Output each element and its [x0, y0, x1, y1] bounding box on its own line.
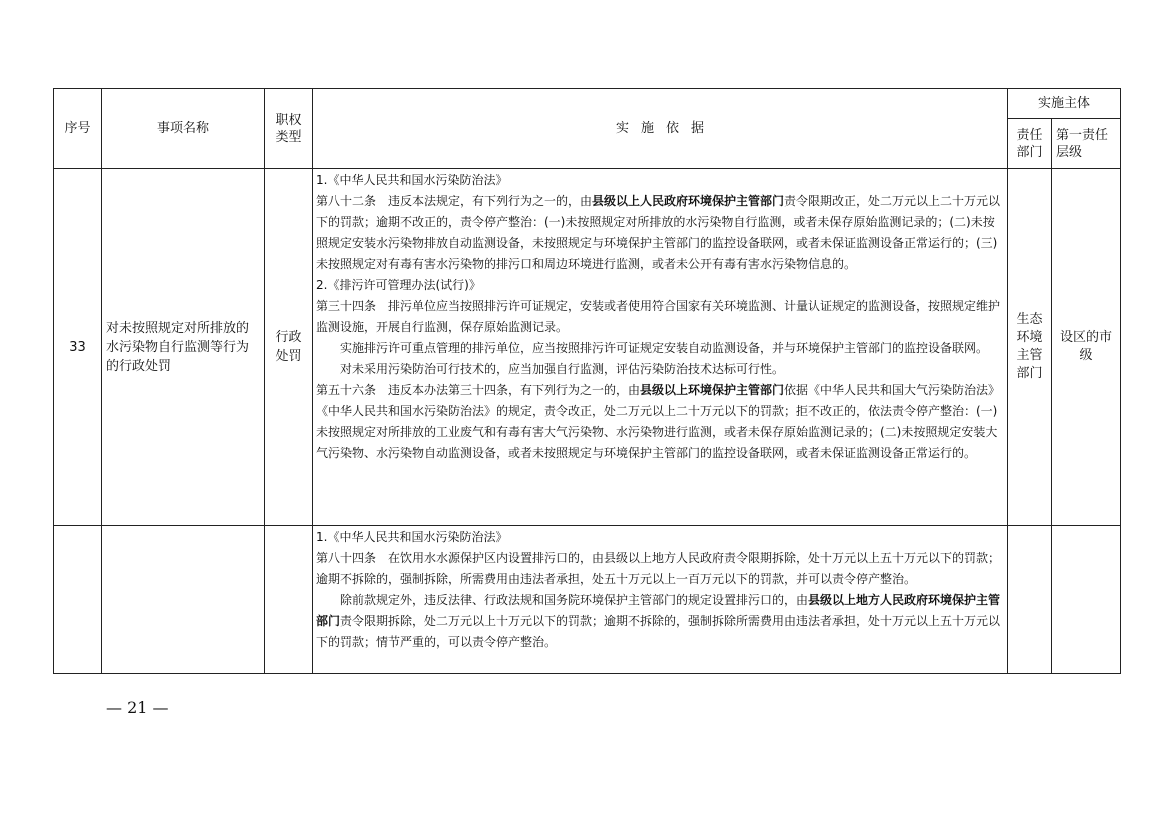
basis-authority: 县级以上地方人民政府环境保护主管部门	[316, 593, 1001, 628]
header-name: 事项名称	[102, 89, 265, 169]
basis-article: 第三十四条 排污单位应当按照排污许可证规定，安装或者使用符合国家有关环境监测、计量认证规定的监测设备，按照规定维护监测设施，开展自行监测，保存原始监测记录。	[316, 299, 1001, 334]
basis-paragraph: 除前款规定外，违反法律、行政法规和国务院环境保护主管部门的规定设置排污口的，由县级以上地方人民政府环境保护主管部门责令限期拆除，处二万元以上十万元以下的罚款；逾期不拆除的，强制拆除所需费用由违法者承担，处十万元以上五十万元以下的罚款；情节严重的，可以责令停产整治。	[316, 593, 1001, 649]
document-table	[53, 88, 1121, 674]
basis-paragraph: 实施排污许可重点管理的排污单位，应当按照排污许可证规定安装自动监测设备，并与环境保护主管部门的监控设备联网。	[340, 341, 989, 355]
basis-law-title: 2.《排污许可管理办法(试行)》	[316, 278, 481, 292]
page-number: — 21 —	[106, 698, 169, 717]
row-seq: 33	[54, 169, 102, 526]
basis-paragraph: 对未采用污染防治可行技术的，应当加强自行监测，评估污染防治技术达标可行性。	[340, 362, 785, 376]
row-power-type: 行政处罚	[265, 169, 313, 526]
header-level: 第一责任层级	[1052, 119, 1121, 169]
header-seq: 序号	[54, 89, 102, 169]
row-responsible-level: 设区的市级	[1052, 169, 1121, 526]
row-basis	[313, 169, 1008, 526]
row-responsible-level	[1052, 526, 1121, 674]
header-basis: 实施依据	[313, 89, 1008, 169]
basis-article: 第八十二条 违反本法规定，有下列行为之一的，由县级以上人民政府环境保护主管部门责令限期改正，处二万元以上二十万元以下的罚款；逾期不改正的，责令停产整治：(一)未按照规定对所排放的水污染物自行监测，或者未保存原始监测记录的；(二)未按照规定安装水污染物排放自动监测设备，未按照规定与环境保护主管部门的监控设备联网，或者未保证监测设备正常运行的；(三)未按照规定对有毒有害水污染物的排污口和周边环境进行监测，或者未公开有毒有害水污染物信息的。	[316, 194, 1001, 271]
row-seq	[54, 526, 102, 674]
row-item-name	[102, 526, 265, 674]
header-implementer: 实施主体	[1008, 89, 1121, 119]
row-basis	[313, 526, 1008, 674]
basis-article: 第五十六条 违反本办法第三十四条，有下列行为之一的，由县级以上环境保护主管部门依据《中华人民共和国大气污染防治法》《中华人民共和国水污染防治法》的规定，责令改正，处二万元以上二十万元以下的罚款；拒不改正的，依法责令停产整治：(一)未按照规定对所排放的工业废气和有毒有害大气污染物、水污染物进行监测，或者未保存原始监测记录的；(二)未按照规定安装大气污染物、水污染物自动监测设备，或者未按照规定与环境保护主管部门的监控设备联网，或者未保证监测设备正常运行的。	[316, 383, 1001, 460]
row-responsible-dept	[1008, 526, 1052, 674]
basis-authority: 县级以上环境保护主管部门	[640, 383, 785, 397]
basis-article: 第八十四条 在饮用水水源保护区内设置排污口的，由县级以上地方人民政府责令限期拆除，处十万元以上五十万元以下的罚款；逾期不拆除的，强制拆除，所需费用由违法者承担，处五十万元以上一百万元以下的罚款，并可以责令停产整治。	[316, 551, 1001, 586]
row-power-type	[265, 526, 313, 674]
header-type: 职权类型	[265, 89, 313, 169]
basis-authority: 县级以上人民政府环境保护主管部门	[592, 194, 785, 208]
header-dept: 责任部门	[1008, 119, 1052, 169]
basis-law-title: 1.《中华人民共和国水污染防治法》	[316, 530, 508, 544]
row-responsible-dept: 生态环境主管部门	[1008, 169, 1052, 526]
table-row	[54, 526, 1121, 674]
row-item-name: 对未按照规定对所排放的水污染物自行监测等行为的行政处罚	[102, 169, 265, 526]
basis-law-title: 1.《中华人民共和国水污染防治法》	[316, 173, 508, 187]
table-row	[54, 169, 1121, 526]
